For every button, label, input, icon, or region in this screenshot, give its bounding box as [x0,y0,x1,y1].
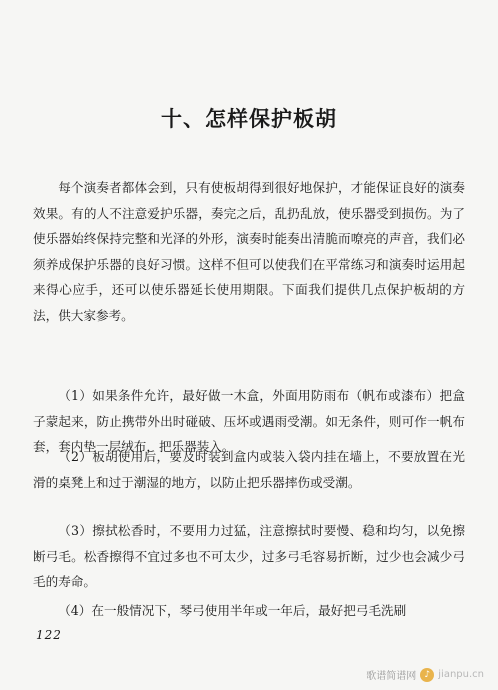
paragraph-item-2: （2）板胡使用后，要及时装到盒内或装入袋内挂在墙上，不要放置在光滑的桌凳上和过于潮湿的地方，以防止把乐器摔伤或受潮。 [33,449,465,490]
paragraph-intro: 每个演奏者都体会到，只有使板胡得到很好地保护，才能保证良好的演奏效果。有的人不注意爱护乐器，奏完之后，乱扔乱放，使乐器受到损伤。为了使乐器始终保持完整和光泽的外形，演奏时能奏出清脆而嘹亮的声音，我们必须养成保护乐器的良好习惯。这样不但可以使我们在平常练习和演奏时运用起来得心应手，还可以使乐器延长使用期限。下面我们提供几点保护板胡的方法，供大家参考。 [33,180,465,323]
paragraph-item-3: （3）擦拭松香时，不要用力过猛，注意擦拭时要慢、稳和均匀，以免擦断弓毛。松香擦得不宜过多也不可太少，过多弓毛容易折断，过少也会减少弓毛的寿命。 [33,523,465,589]
page-number: 122 [36,628,62,642]
music-logo-icon: ♪ [420,668,434,682]
watermark-domain: jianpu.cn [438,669,484,680]
section-title: 十、怎样保护板胡 [161,106,337,131]
watermark-site-name: 歌谱简谱网 [366,671,417,682]
paragraph-item-1: （1）如果条件允许，最好做一木盒，外面用防雨布（帆布或漆布）把盒子蒙起来，防止携带外出时碰破、压坏或遇雨受潮。如无条件，则可作一帆布套，套内垫一层绒布，把乐器装入。 [33,388,465,454]
paragraph-item-4: （4）在一般情况下，琴弓使用半年或一年后，最好把弓毛洗刷 [58,603,407,618]
site-watermark [366,667,484,682]
